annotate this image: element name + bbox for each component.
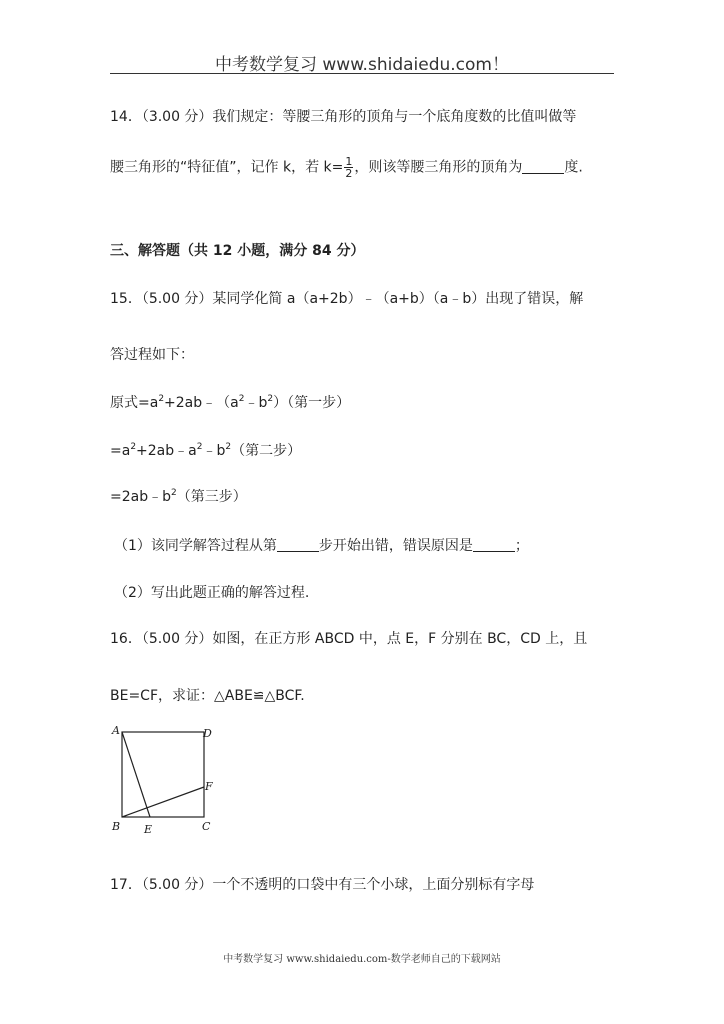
q15-step1 xyxy=(110,392,350,412)
part1-text-a: （1）该同学解答过程从第 xyxy=(114,538,277,554)
q14-answer-blank[interactable] xyxy=(522,159,564,174)
q15-reason-blank[interactable] xyxy=(473,537,515,552)
header-suffix: ！ xyxy=(491,55,509,75)
step1-b: +2ab﹣（a xyxy=(164,395,239,411)
step2-b: +2ab﹣a xyxy=(136,443,197,459)
label-a: A xyxy=(112,724,120,737)
q15-part1 xyxy=(114,535,529,555)
page-footer: 中考数学复习 www.shidaiedu.com-数学老师自己的下载网站 xyxy=(223,954,501,965)
step1-a: 原式=a xyxy=(110,395,159,411)
q14-text-b: ，则该等腰三角形的顶角为 xyxy=(354,159,523,176)
page-header xyxy=(0,50,724,75)
q14-text-c: 度. xyxy=(564,159,583,176)
q15-line2: 答过程如下： xyxy=(110,347,194,363)
label-b: B xyxy=(112,820,121,833)
part1-text-b: 步开始出错，错误原因是 xyxy=(318,538,473,554)
part1-text-c: ； xyxy=(514,538,529,554)
q16-line1: 16．（5.00 分）如图，在正方形 ABCD 中，点 E，F 分别在 BC，CD 上，且 xyxy=(110,631,588,647)
step1-c: ﹣b xyxy=(244,395,268,411)
header-site-link[interactable]: www.shidaiedu.com xyxy=(322,55,492,75)
label-f: F xyxy=(205,780,213,793)
q15-step2 xyxy=(110,440,301,460)
exponent: 2 xyxy=(158,394,165,404)
segment-bf xyxy=(122,787,204,817)
square-abcd xyxy=(122,732,204,817)
q15-part2: （2）写出此题正确的解答过程. xyxy=(114,585,310,601)
label-d: D xyxy=(203,727,212,740)
header-prefix: 中考数学复习 xyxy=(215,55,323,75)
header-rule xyxy=(110,73,614,74)
square-figure xyxy=(108,722,228,838)
label-c: C xyxy=(202,820,211,833)
fraction-numerator: 1 xyxy=(345,155,353,168)
fraction-denominator: 2 xyxy=(345,167,353,180)
q14-line2 xyxy=(110,156,583,179)
exponent: 2 xyxy=(171,488,177,498)
q15-line1: 15．（5.00 分）某同学化简 a（a+2b）﹣（a+b）（a﹣b）出现了错误，解 xyxy=(110,291,584,307)
q15-step3 xyxy=(110,486,247,506)
step2-c: ﹣b xyxy=(202,443,226,459)
q14-text-a: 腰三角形的“特征值”，记作 k，若 k= xyxy=(110,159,344,176)
exponent: 2 xyxy=(196,442,203,452)
label-e: E xyxy=(144,823,153,836)
exponent: 2 xyxy=(225,442,232,452)
q15-step-blank[interactable] xyxy=(277,537,319,552)
q16-line2: BE=CF，求证：△ABE≌△BCF. xyxy=(110,688,305,704)
section-3-title: 三、解答题（共 12 小题，满分 84 分） xyxy=(110,243,365,259)
step3-a: =2ab﹣b xyxy=(110,489,171,505)
q17-line1: 17．（5.00 分）一个不透明的口袋中有三个小球，上面分别标有字母 xyxy=(110,877,535,893)
step2-a: =a xyxy=(110,443,131,459)
step3-b: （第三步） xyxy=(176,489,247,505)
q14-line1: 14．（3.00 分）我们规定：等腰三角形的顶角与一个底角度数的比值叫做等 xyxy=(110,109,577,125)
step2-d: （第二步） xyxy=(231,443,302,459)
exponent: 2 xyxy=(238,394,245,404)
segment-ae xyxy=(122,732,150,817)
q14-fraction xyxy=(344,156,353,179)
exponent: 2 xyxy=(130,442,137,452)
exponent: 2 xyxy=(267,394,274,404)
step1-d: ）（第一步） xyxy=(273,395,351,411)
